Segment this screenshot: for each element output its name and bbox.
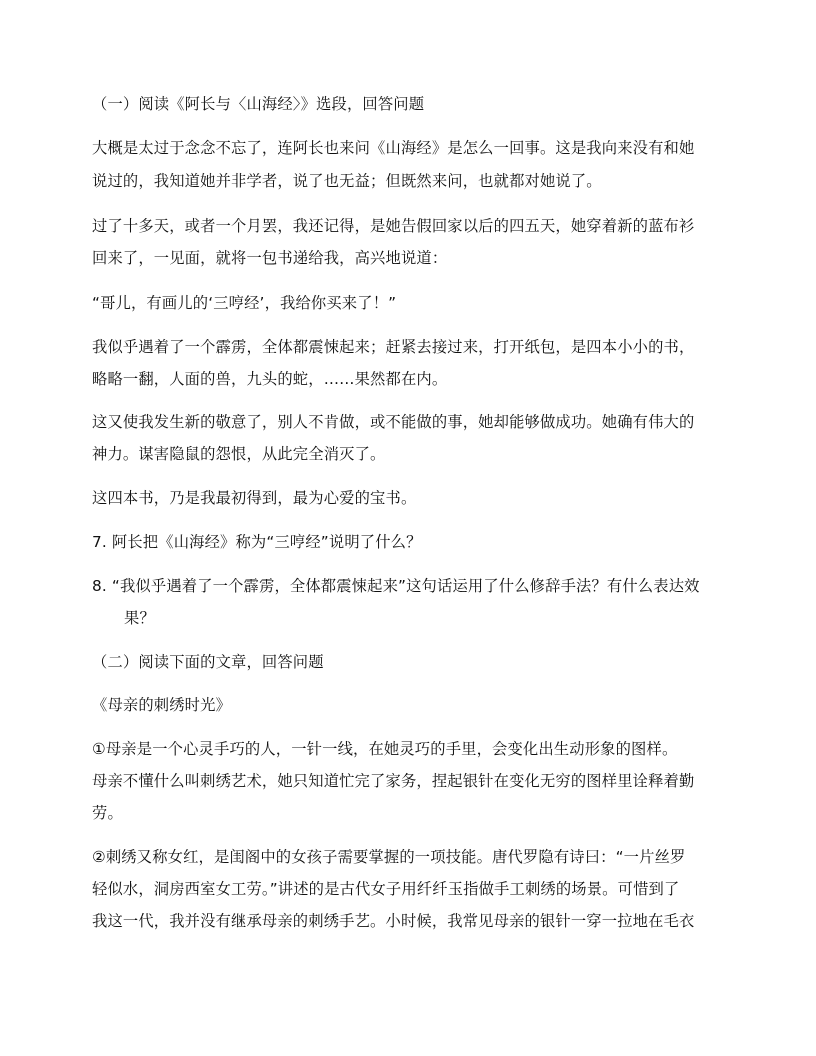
question-8-line-1: 8. “我似乎遇着了一个霹雳，全体都震悚起来”这句话运用了什么修辞手法？有什么表达效	[92, 577, 700, 595]
article-paragraph-1-line-1: ①母亲是一个心灵手巧的人，一针一线，在她灵巧的手里，会变化出生动形象的图样。	[92, 740, 678, 758]
article-paragraph-1-line-3: 劳。	[92, 804, 123, 822]
passage-paragraph-1-line-2: 说过的，我知道她并非学者，说了也无益；但既然来问，也就都对她说了。	[92, 172, 602, 190]
article-paragraph-2-line-2: 轻似水，洞房西室女工劳。”讲述的是古代女子用纤纤玉指做手工刺绣的场景。可惜到了	[92, 880, 680, 898]
passage-paragraph-5-line-1: 这又使我发生新的敬意了，别人不肯做，或不能做的事，她却能够做成功。她确有伟大的	[92, 413, 695, 431]
question-7: 7. 阿长把《山海经》称为“三哼经”说明了什么？	[92, 533, 422, 551]
article-paragraph-2-line-1: ②刺绣又称女红，是闺阁中的女孩子需要掌握的一项技能。唐代罗隐有诗曰：“一片丝罗	[92, 848, 686, 866]
section1-heading: （一）阅读《阿长与〈山海经〉》选段，回答问题	[92, 95, 425, 113]
article-paragraph-1-line-2: 母亲不懂什么叫刺绣艺术，她只知道忙完了家务，捏起银针在变化无穷的图样里诠释着勤	[92, 772, 695, 790]
passage-paragraph-1-line-1: 大概是太过于念念不忘了，连阿长也来问《山海经》是怎么一回事。这是我向来没有和她	[92, 139, 695, 157]
article-title: 《母亲的刺绣时光》	[92, 696, 232, 714]
passage-paragraph-6: 这四本书，乃是我最初得到，最为心爱的宝书。	[92, 489, 417, 507]
passage-paragraph-4-line-1: 我似乎遇着了一个霹雳，全体都震悚起来；赶紧去接过来，打开纸包，是四本小小的书，	[92, 338, 695, 356]
section2-heading: （二）阅读下面的文章，回答问题	[92, 653, 324, 671]
passage-paragraph-2-line-2: 回来了，一见面，就将一包书递给我，高兴地说道：	[92, 249, 448, 267]
passage-paragraph-2-line-1: 过了十多天，或者一个月罢，我还记得，是她告假回家以后的四五天，她穿着新的蓝布衫	[92, 217, 695, 235]
passage-paragraph-5-line-2: 神力。谋害隐鼠的怨恨，从此完全消灭了。	[92, 445, 386, 463]
question-8-line-2: 果？	[124, 609, 155, 627]
passage-paragraph-3: “哥儿，有画儿的‘三哼经’，我给你买来了！”	[92, 294, 397, 312]
passage-paragraph-4-line-2: 略略一翻，人面的兽，九头的蛇，……果然都在内。	[92, 370, 448, 388]
article-paragraph-2-line-3: 我这一代，我并没有继承母亲的刺绣手艺。小时候，我常见母亲的银针一穿一拉地在毛衣	[92, 912, 695, 930]
